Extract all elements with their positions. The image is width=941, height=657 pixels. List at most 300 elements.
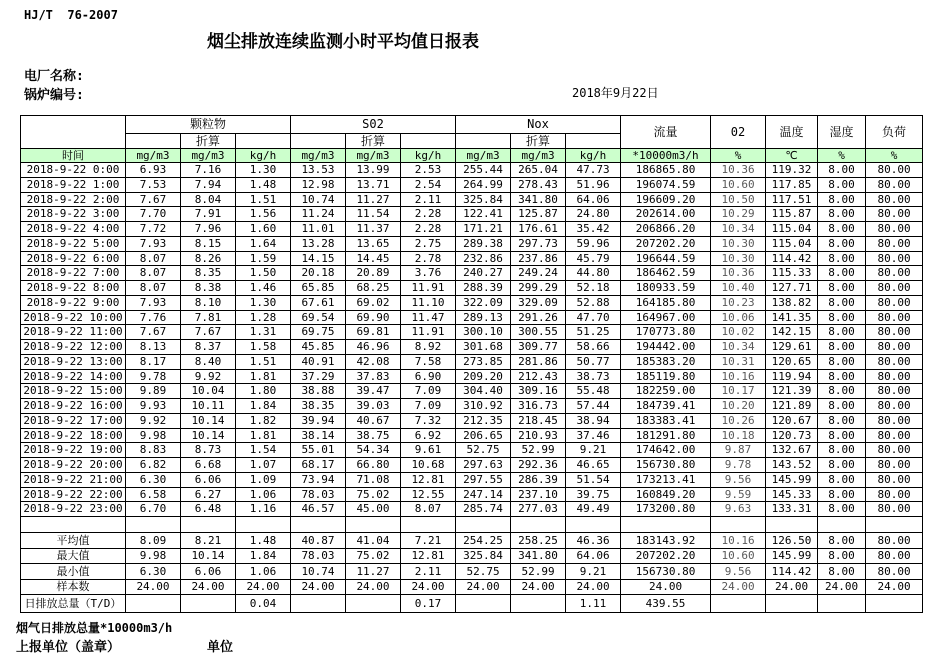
value-cell: 2.11 [401, 192, 456, 207]
value-cell: 1.48 [236, 177, 291, 192]
value-cell: 6.06 [181, 564, 236, 580]
value-cell: 212.35 [456, 413, 511, 428]
value-cell: 7.67 [181, 325, 236, 340]
value-cell: 46.65 [566, 458, 621, 473]
value-cell: 80.00 [866, 564, 923, 580]
value-cell: 10.68 [401, 458, 456, 473]
value-cell: 24.00 [456, 579, 511, 595]
value-cell: 206.65 [456, 428, 511, 443]
value-cell: 292.36 [511, 458, 566, 473]
value-cell: 24.00 [236, 579, 291, 595]
value-cell: 80.00 [866, 325, 923, 340]
empty-cell [181, 517, 236, 533]
o2-cell: 10.20 [711, 399, 766, 414]
value-cell: 8.00 [818, 548, 866, 564]
value-cell: 7.32 [401, 413, 456, 428]
value-cell: 1.51 [236, 354, 291, 369]
value-cell: 13.71 [346, 177, 401, 192]
value-cell: 35.42 [566, 222, 621, 237]
value-cell: 24.00 [818, 579, 866, 595]
pm-group-header: 颗粒物 [126, 116, 291, 134]
value-cell: 9.21 [566, 443, 621, 458]
value-cell: 254.25 [456, 533, 511, 549]
value-cell: 8.00 [818, 340, 866, 355]
value-cell: 1.48 [236, 533, 291, 549]
value-cell: 11.47 [401, 310, 456, 325]
value-cell: 10.60 [711, 548, 766, 564]
temperature-header: 温度 [766, 116, 818, 149]
time-cell: 2018-9-22 8:00 [21, 281, 126, 296]
value-cell: 1.30 [236, 295, 291, 310]
value-cell: 75.02 [346, 548, 401, 564]
flow-cell: 186462.59 [621, 266, 711, 281]
value-cell [766, 595, 818, 613]
value-cell: 54.34 [346, 443, 401, 458]
o2-cell: 10.26 [711, 413, 766, 428]
value-cell: 6.30 [126, 472, 181, 487]
value-cell: 24.00 [511, 579, 566, 595]
unit-cell: mg/m3 [181, 149, 236, 163]
value-cell: 51.25 [566, 325, 621, 340]
value-cell: 38.75 [346, 428, 401, 443]
value-cell: 114.42 [766, 564, 818, 580]
value-cell: 325.84 [456, 548, 511, 564]
value-cell: 117.51 [766, 192, 818, 207]
value-cell: 39.03 [346, 399, 401, 414]
value-cell: 9.89 [126, 384, 181, 399]
summary-row [21, 564, 923, 580]
value-cell: 46.57 [291, 502, 346, 517]
table-row [21, 384, 923, 399]
table-row [21, 487, 923, 502]
time-cell: 2018-9-22 12:00 [21, 340, 126, 355]
value-cell: 3.76 [401, 266, 456, 281]
value-cell: 7.53 [126, 177, 181, 192]
value-cell: 45.79 [566, 251, 621, 266]
summary-label-cell: 最大值 [21, 548, 126, 564]
value-cell: 47.73 [566, 163, 621, 178]
temp-unit-cell: ℃ [766, 149, 818, 163]
time-cell: 2018-9-22 18:00 [21, 428, 126, 443]
value-cell: 46.96 [346, 340, 401, 355]
time-cell: 2018-9-22 11:00 [21, 325, 126, 340]
humidity-unit-cell: % [818, 149, 866, 163]
value-cell: 7.21 [401, 533, 456, 549]
value-cell: 11.01 [291, 222, 346, 237]
value-cell: 1.84 [236, 399, 291, 414]
pm-sub-blank2 [236, 134, 291, 149]
value-cell: 78.03 [291, 487, 346, 502]
value-cell: 12.98 [291, 177, 346, 192]
value-cell: 11.10 [401, 295, 456, 310]
value-cell: 57.44 [566, 399, 621, 414]
value-cell: 80.00 [866, 399, 923, 414]
flow-cell: 202614.00 [621, 207, 711, 222]
flow-cell: 196609.20 [621, 192, 711, 207]
value-cell: 285.74 [456, 502, 511, 517]
table-row [21, 472, 923, 487]
time-cell: 2018-9-22 6:00 [21, 251, 126, 266]
value-cell: 11.27 [346, 192, 401, 207]
time-cell: 2018-9-22 15:00 [21, 384, 126, 399]
value-cell: 1.81 [236, 428, 291, 443]
value-cell: 8.00 [818, 163, 866, 178]
value-cell: 237.10 [511, 487, 566, 502]
value-cell: 288.39 [456, 281, 511, 296]
value-cell: 80.00 [866, 295, 923, 310]
value-cell: 1.28 [236, 310, 291, 325]
value-cell: 8.09 [126, 533, 181, 549]
value-cell: 9.61 [401, 443, 456, 458]
time-cell: 2018-9-22 0:00 [21, 163, 126, 178]
value-cell: 73.94 [291, 472, 346, 487]
value-cell: 65.85 [291, 281, 346, 296]
value-cell: 40.67 [346, 413, 401, 428]
value-cell: 10.14 [181, 413, 236, 428]
value-cell: 286.39 [511, 472, 566, 487]
value-cell: 1.84 [236, 548, 291, 564]
value-cell: 1.31 [236, 325, 291, 340]
flow-header: 流量 [621, 116, 711, 149]
time-cell: 2018-9-22 20:00 [21, 458, 126, 473]
o2-cell: 10.18 [711, 428, 766, 443]
value-cell: 12.81 [401, 472, 456, 487]
value-cell: 301.68 [456, 340, 511, 355]
value-cell: 80.00 [866, 281, 923, 296]
value-cell: 309.77 [511, 340, 566, 355]
value-cell: 80.00 [866, 192, 923, 207]
value-cell: 121.39 [766, 384, 818, 399]
value-cell: 8.26 [181, 251, 236, 266]
value-cell: 297.55 [456, 472, 511, 487]
summary-label-cell: 日排放总量（T/D） [21, 595, 126, 613]
value-cell: 13.53 [291, 163, 346, 178]
value-cell: 7.09 [401, 384, 456, 399]
value-cell: 289.38 [456, 236, 511, 251]
spacer-row [21, 517, 923, 533]
value-cell: 1.09 [236, 472, 291, 487]
summary-row [21, 533, 923, 549]
summary-label-cell: 样本数 [21, 579, 126, 595]
value-cell: 6.30 [126, 564, 181, 580]
value-cell: 20.89 [346, 266, 401, 281]
value-cell: 7.94 [181, 177, 236, 192]
report-date: 2018年9月22日 [572, 86, 659, 100]
value-cell: 7.96 [181, 222, 236, 237]
value-cell: 71.08 [346, 472, 401, 487]
flow-cell: 170773.80 [621, 325, 711, 340]
table-row [21, 177, 923, 192]
time-cell: 2018-9-22 14:00 [21, 369, 126, 384]
table-row [21, 207, 923, 222]
value-cell: 119.32 [766, 163, 818, 178]
flow-unit-cell: *10000m3/h [621, 149, 711, 163]
value-cell: 8.35 [181, 266, 236, 281]
value-cell: 24.80 [566, 207, 621, 222]
value-cell: 8.13 [126, 340, 181, 355]
value-cell: 300.10 [456, 325, 511, 340]
monitoring-table [20, 115, 923, 613]
table-row [21, 163, 923, 178]
value-cell: 8.00 [818, 251, 866, 266]
value-cell: 40.91 [291, 354, 346, 369]
value-cell: 10.14 [181, 548, 236, 564]
group-header-row [21, 116, 923, 134]
value-cell: 120.65 [766, 354, 818, 369]
value-cell: 212.43 [511, 369, 566, 384]
time-cell: 2018-9-22 22:00 [21, 487, 126, 502]
value-cell: 6.93 [126, 163, 181, 178]
value-cell: 24.00 [711, 579, 766, 595]
o2-cell: 10.02 [711, 325, 766, 340]
value-cell: 52.18 [566, 281, 621, 296]
value-cell: 341.80 [511, 548, 566, 564]
standard-code: HJ/T 76-2007 [24, 8, 118, 22]
o2-cell: 10.17 [711, 384, 766, 399]
value-cell: 24.00 [126, 579, 181, 595]
value-cell: 40.87 [291, 533, 346, 549]
value-cell: 249.24 [511, 266, 566, 281]
value-cell: 2.28 [401, 207, 456, 222]
flow-cell: 183383.41 [621, 413, 711, 428]
value-cell: 8.07 [126, 281, 181, 296]
o2-header: 02 [711, 116, 766, 149]
value-cell: 142.15 [766, 325, 818, 340]
summary-label-cell: 平均值 [21, 533, 126, 549]
value-cell: 6.92 [401, 428, 456, 443]
value-cell: 80.00 [866, 177, 923, 192]
value-cell: 80.00 [866, 413, 923, 428]
o2-cell: 9.78 [711, 458, 766, 473]
o2-cell: 10.30 [711, 251, 766, 266]
value-cell: 58.66 [566, 340, 621, 355]
value-cell: 1.51 [236, 192, 291, 207]
value-cell: 52.99 [511, 443, 566, 458]
value-cell: 8.37 [181, 340, 236, 355]
value-cell: 80.00 [866, 428, 923, 443]
value-cell: 8.83 [126, 443, 181, 458]
o2-cell: 10.34 [711, 222, 766, 237]
o2-cell: 10.23 [711, 295, 766, 310]
value-cell: 8.00 [818, 310, 866, 325]
value-cell: 132.67 [766, 443, 818, 458]
value-cell: 119.94 [766, 369, 818, 384]
value-cell: 47.70 [566, 310, 621, 325]
value-cell: 9.92 [181, 369, 236, 384]
empty-cell [818, 517, 866, 533]
value-cell: 52.99 [511, 564, 566, 580]
value-cell: 1.16 [236, 502, 291, 517]
value-cell: 1.46 [236, 281, 291, 296]
value-cell: 1.80 [236, 384, 291, 399]
value-cell: 289.13 [456, 310, 511, 325]
value-cell: 1.06 [236, 564, 291, 580]
value-cell: 80.00 [866, 251, 923, 266]
value-cell: 7.81 [181, 310, 236, 325]
flow-cell: 24.00 [621, 579, 711, 595]
value-cell: 2.54 [401, 177, 456, 192]
table-row [21, 413, 923, 428]
value-cell: 80.00 [866, 548, 923, 564]
o2-cell: 10.31 [711, 354, 766, 369]
value-cell: 80.00 [866, 222, 923, 237]
value-cell: 80.00 [866, 458, 923, 473]
reporting-unit-label: 上报单位（盖章） [16, 640, 121, 655]
empty-cell [236, 517, 291, 533]
unit-label: 单位 [207, 640, 234, 655]
value-cell: 52.88 [566, 295, 621, 310]
summary-label-cell: 最小值 [21, 564, 126, 580]
value-cell: 37.46 [566, 428, 621, 443]
value-cell: 8.00 [818, 222, 866, 237]
value-cell: 10.14 [181, 428, 236, 443]
flow-cell: 207202.20 [621, 236, 711, 251]
value-cell: 0.17 [401, 595, 456, 613]
unit-cell: mg/m3 [511, 149, 566, 163]
value-cell: 11.37 [346, 222, 401, 237]
load-unit-cell: % [866, 149, 923, 163]
table-row [21, 354, 923, 369]
value-cell: 8.38 [181, 281, 236, 296]
empty-cell [511, 517, 566, 533]
value-cell: 281.86 [511, 354, 566, 369]
flow-cell: 160849.20 [621, 487, 711, 502]
value-cell: 1.58 [236, 340, 291, 355]
value-cell: 38.73 [566, 369, 621, 384]
value-cell: 6.82 [126, 458, 181, 473]
value-cell: 41.04 [346, 533, 401, 549]
value-cell: 11.91 [401, 325, 456, 340]
value-cell: 264.99 [456, 177, 511, 192]
value-cell: 6.27 [181, 487, 236, 502]
value-cell: 75.02 [346, 487, 401, 502]
flow-cell: 174642.00 [621, 443, 711, 458]
value-cell: 117.85 [766, 177, 818, 192]
value-cell: 1.50 [236, 266, 291, 281]
value-cell: 10.74 [291, 192, 346, 207]
value-cell: 6.58 [126, 487, 181, 502]
value-cell: 8.07 [401, 502, 456, 517]
flow-cell: 207202.20 [621, 548, 711, 564]
value-cell: 291.26 [511, 310, 566, 325]
table-row [21, 222, 923, 237]
time-cell: 2018-9-22 21:00 [21, 472, 126, 487]
value-cell: 24.00 [291, 579, 346, 595]
flow-cell: 182259.00 [621, 384, 711, 399]
value-cell: 24.00 [766, 579, 818, 595]
value-cell: 114.42 [766, 251, 818, 266]
value-cell: 37.83 [346, 369, 401, 384]
value-cell: 50.77 [566, 354, 621, 369]
value-cell: 13.65 [346, 236, 401, 251]
value-cell: 8.00 [818, 384, 866, 399]
value-cell: 9.21 [566, 564, 621, 580]
flow-cell: 156730.80 [621, 458, 711, 473]
flow-cell: 185383.20 [621, 354, 711, 369]
value-cell: 7.09 [401, 399, 456, 414]
value-cell: 115.33 [766, 266, 818, 281]
value-cell: 67.61 [291, 295, 346, 310]
value-cell: 133.31 [766, 502, 818, 517]
value-cell: 64.06 [566, 192, 621, 207]
value-cell: 14.15 [291, 251, 346, 266]
unit-cell: mg/m3 [456, 149, 511, 163]
time-cell: 2018-9-22 19:00 [21, 443, 126, 458]
nox-group-header: Nox [456, 116, 621, 134]
nox-sub-blank2 [566, 134, 621, 149]
value-cell: 7.76 [126, 310, 181, 325]
summary-row [21, 595, 923, 613]
value-cell: 8.10 [181, 295, 236, 310]
flow-cell: 194442.00 [621, 340, 711, 355]
value-cell: 129.61 [766, 340, 818, 355]
empty-cell [866, 517, 923, 533]
value-cell: 145.99 [766, 472, 818, 487]
table-body [21, 163, 923, 613]
o2-cell: 9.87 [711, 443, 766, 458]
table-row [21, 192, 923, 207]
value-cell: 1.07 [236, 458, 291, 473]
time-cell: 2018-9-22 10:00 [21, 310, 126, 325]
value-cell: 8.00 [818, 458, 866, 473]
value-cell: 45.85 [291, 340, 346, 355]
value-cell: 8.00 [818, 564, 866, 580]
value-cell: 9.78 [126, 369, 181, 384]
value-cell [866, 595, 923, 613]
time-cell: 2018-9-22 3:00 [21, 207, 126, 222]
value-cell: 7.93 [126, 295, 181, 310]
value-cell: 69.54 [291, 310, 346, 325]
value-cell: 11.91 [401, 281, 456, 296]
time-cell: 2018-9-22 7:00 [21, 266, 126, 281]
page-title: 烟尘排放连续监测小时平均值日报表 [207, 32, 479, 52]
value-cell: 1.59 [236, 251, 291, 266]
value-cell: 64.06 [566, 548, 621, 564]
value-cell: 247.14 [456, 487, 511, 502]
value-cell: 322.09 [456, 295, 511, 310]
o2-cell: 10.36 [711, 266, 766, 281]
value-cell: 325.84 [456, 192, 511, 207]
value-cell: 2.11 [401, 564, 456, 580]
flow-cell: 173213.41 [621, 472, 711, 487]
value-cell [346, 595, 401, 613]
flow-cell: 196644.59 [621, 251, 711, 266]
value-cell [291, 595, 346, 613]
value-cell: 277.03 [511, 502, 566, 517]
value-cell [181, 595, 236, 613]
value-cell: 8.00 [818, 369, 866, 384]
value-cell: 8.00 [818, 533, 866, 549]
boiler-number-label: 锅炉编号: [24, 88, 84, 103]
value-cell: 69.02 [346, 295, 401, 310]
value-cell: 80.00 [866, 207, 923, 222]
value-cell: 80.00 [866, 443, 923, 458]
value-cell: 68.25 [346, 281, 401, 296]
value-cell: 2.78 [401, 251, 456, 266]
value-cell: 8.15 [181, 236, 236, 251]
value-cell: 8.07 [126, 266, 181, 281]
table-row [21, 266, 923, 281]
value-cell: 8.04 [181, 192, 236, 207]
summary-row [21, 579, 923, 595]
so2-converted-header: 折算 [346, 134, 401, 149]
value-cell: 1.06 [236, 487, 291, 502]
o2-unit-cell: % [711, 149, 766, 163]
empty-cell [346, 517, 401, 533]
unit-cell: mg/m3 [291, 149, 346, 163]
value-cell: 310.92 [456, 399, 511, 414]
flow-cell: 196074.59 [621, 177, 711, 192]
